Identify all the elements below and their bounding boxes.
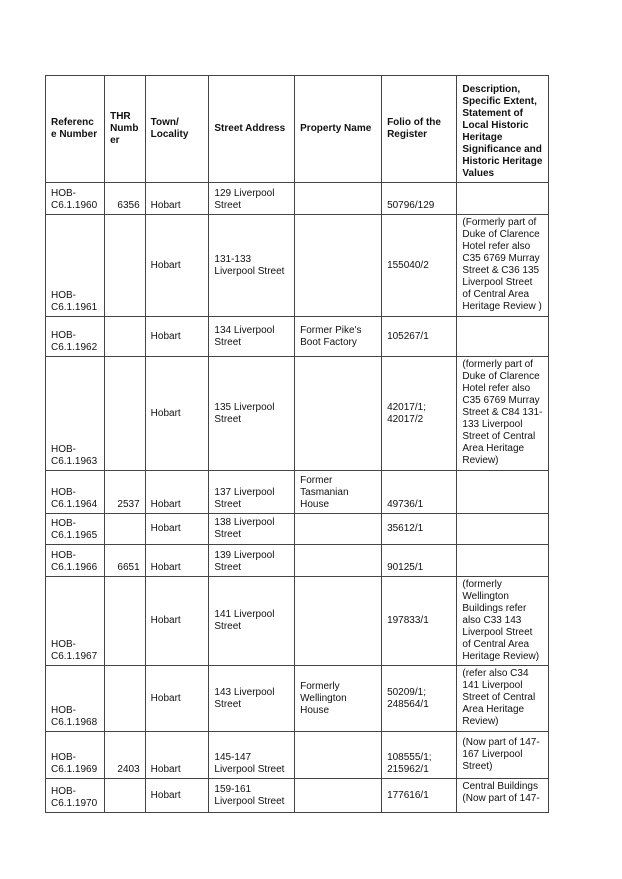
cell-reference: HOB-C6.1.1962 bbox=[46, 317, 105, 357]
cell-town: Hobart bbox=[145, 732, 209, 779]
cell-folio: 177616/1 bbox=[382, 779, 457, 813]
cell-description: Central Buildings (Now part of 147- bbox=[457, 779, 549, 813]
table-row bbox=[46, 779, 549, 813]
cell-street: 139 Liverpool Street bbox=[209, 545, 295, 577]
cell-thr: 2537 bbox=[105, 471, 146, 514]
cell-property: Formerly Wellington House bbox=[295, 666, 382, 732]
cell-property bbox=[295, 545, 382, 577]
cell-town: Hobart bbox=[145, 317, 209, 357]
table-row bbox=[46, 514, 549, 545]
cell-property: Former Pike's Boot Factory bbox=[295, 317, 382, 357]
cell-folio: 50209/1; 248564/1 bbox=[382, 666, 457, 732]
cell-street: 138 Liverpool Street bbox=[209, 514, 295, 545]
cell-town: Hobart bbox=[145, 357, 209, 471]
table-row bbox=[46, 357, 549, 471]
cell-description bbox=[457, 545, 549, 577]
cell-folio: 49736/1 bbox=[382, 471, 457, 514]
cell-street: 129 Liverpool Street bbox=[209, 183, 295, 215]
cell-town: Hobart bbox=[145, 471, 209, 514]
cell-property bbox=[295, 514, 382, 545]
cell-town: Hobart bbox=[145, 215, 209, 317]
table-row bbox=[46, 577, 549, 666]
cell-property bbox=[295, 183, 382, 215]
table-row bbox=[46, 471, 549, 514]
cell-reference: HOB-C6.1.1966 bbox=[46, 545, 105, 577]
cell-reference: HOB-C6.1.1963 bbox=[46, 357, 105, 471]
cell-town: Hobart bbox=[145, 666, 209, 732]
cell-town: Hobart bbox=[145, 514, 209, 545]
cell-property bbox=[295, 357, 382, 471]
cell-street: 159-161 Liverpool Street bbox=[209, 779, 295, 813]
table-row bbox=[46, 183, 549, 215]
cell-description: (formerly part of Duke of Clarence Hotel refer also C35 6769 Murray Street & C84 131-133 Liverpool Street of Central Area Heritage Review) bbox=[457, 357, 549, 471]
cell-thr bbox=[105, 357, 146, 471]
cell-reference: HOB-C6.1.1970 bbox=[46, 779, 105, 813]
cell-folio: 90125/1 bbox=[382, 545, 457, 577]
heritage-register-table bbox=[45, 75, 549, 813]
cell-street: 134 Liverpool Street bbox=[209, 317, 295, 357]
cell-street: 137 Liverpool Street bbox=[209, 471, 295, 514]
table-row bbox=[46, 215, 549, 317]
cell-folio: 42017/1; 42017/2 bbox=[382, 357, 457, 471]
cell-street: 131-133 Liverpool Street bbox=[209, 215, 295, 317]
cell-street: 141 Liverpool Street bbox=[209, 577, 295, 666]
table-row bbox=[46, 666, 549, 732]
header-folio: Folio of the Register bbox=[382, 76, 457, 183]
cell-description bbox=[457, 514, 549, 545]
table-row bbox=[46, 545, 549, 577]
cell-street: 145-147 Liverpool Street bbox=[209, 732, 295, 779]
cell-description bbox=[457, 471, 549, 514]
cell-street: 135 Liverpool Street bbox=[209, 357, 295, 471]
cell-folio: 35612/1 bbox=[382, 514, 457, 545]
cell-property bbox=[295, 215, 382, 317]
cell-reference: HOB-C6.1.1960 bbox=[46, 183, 105, 215]
cell-street: 143 Liverpool Street bbox=[209, 666, 295, 732]
cell-thr: 6651 bbox=[105, 545, 146, 577]
cell-property bbox=[295, 779, 382, 813]
cell-thr bbox=[105, 666, 146, 732]
cell-town: Hobart bbox=[145, 545, 209, 577]
cell-town: Hobart bbox=[145, 779, 209, 813]
cell-folio: 108555/1; 215962/1 bbox=[382, 732, 457, 779]
table-header-row bbox=[46, 76, 549, 183]
header-reference-number: Reference Number bbox=[46, 76, 105, 183]
cell-thr: 6356 bbox=[105, 183, 146, 215]
cell-reference: HOB-C6.1.1964 bbox=[46, 471, 105, 514]
cell-folio: 197833/1 bbox=[382, 577, 457, 666]
cell-description: (Formerly part of Duke of Clarence Hotel refer also C35 6769 Murray Street & C36 135 Liverpool Street of Central Area Heritage Review ) bbox=[457, 215, 549, 317]
cell-town: Hobart bbox=[145, 577, 209, 666]
cell-description: (formerly Wellington Buildings refer also C33 143 Liverpool Street of Central Area Heritage Review) bbox=[457, 577, 549, 666]
cell-reference: HOB-C6.1.1969 bbox=[46, 732, 105, 779]
cell-reference: HOB-C6.1.1967 bbox=[46, 577, 105, 666]
header-thr-number: THR Number bbox=[105, 76, 146, 183]
cell-thr bbox=[105, 577, 146, 666]
cell-reference: HOB-C6.1.1961 bbox=[46, 215, 105, 317]
cell-description: (Now part of 147-167 Liverpool Street) bbox=[457, 732, 549, 779]
cell-property bbox=[295, 577, 382, 666]
cell-thr: 2403 bbox=[105, 732, 146, 779]
cell-description bbox=[457, 317, 549, 357]
cell-thr bbox=[105, 514, 146, 545]
cell-reference: HOB-C6.1.1968 bbox=[46, 666, 105, 732]
cell-thr bbox=[105, 317, 146, 357]
header-property-name: Property Name bbox=[295, 76, 382, 183]
cell-description bbox=[457, 183, 549, 215]
table-row bbox=[46, 732, 549, 779]
cell-thr bbox=[105, 779, 146, 813]
cell-town: Hobart bbox=[145, 183, 209, 215]
header-town-locality: Town/ Locality bbox=[145, 76, 209, 183]
cell-thr bbox=[105, 215, 146, 317]
cell-folio: 105267/1 bbox=[382, 317, 457, 357]
header-description: Description, Specific Extent, Statement of Local Historic Heritage Significance and Historic Heritage Values bbox=[457, 76, 549, 183]
cell-folio: 155040/2 bbox=[382, 215, 457, 317]
cell-property: Former Tasmanian House bbox=[295, 471, 382, 514]
cell-folio: 50796/129 bbox=[382, 183, 457, 215]
table-row bbox=[46, 317, 549, 357]
cell-description: (refer also C34 141 Liverpool Street of Central Area Heritage Review) bbox=[457, 666, 549, 732]
cell-property bbox=[295, 732, 382, 779]
cell-reference: HOB-C6.1.1965 bbox=[46, 514, 105, 545]
header-street-address: Street Address bbox=[209, 76, 295, 183]
